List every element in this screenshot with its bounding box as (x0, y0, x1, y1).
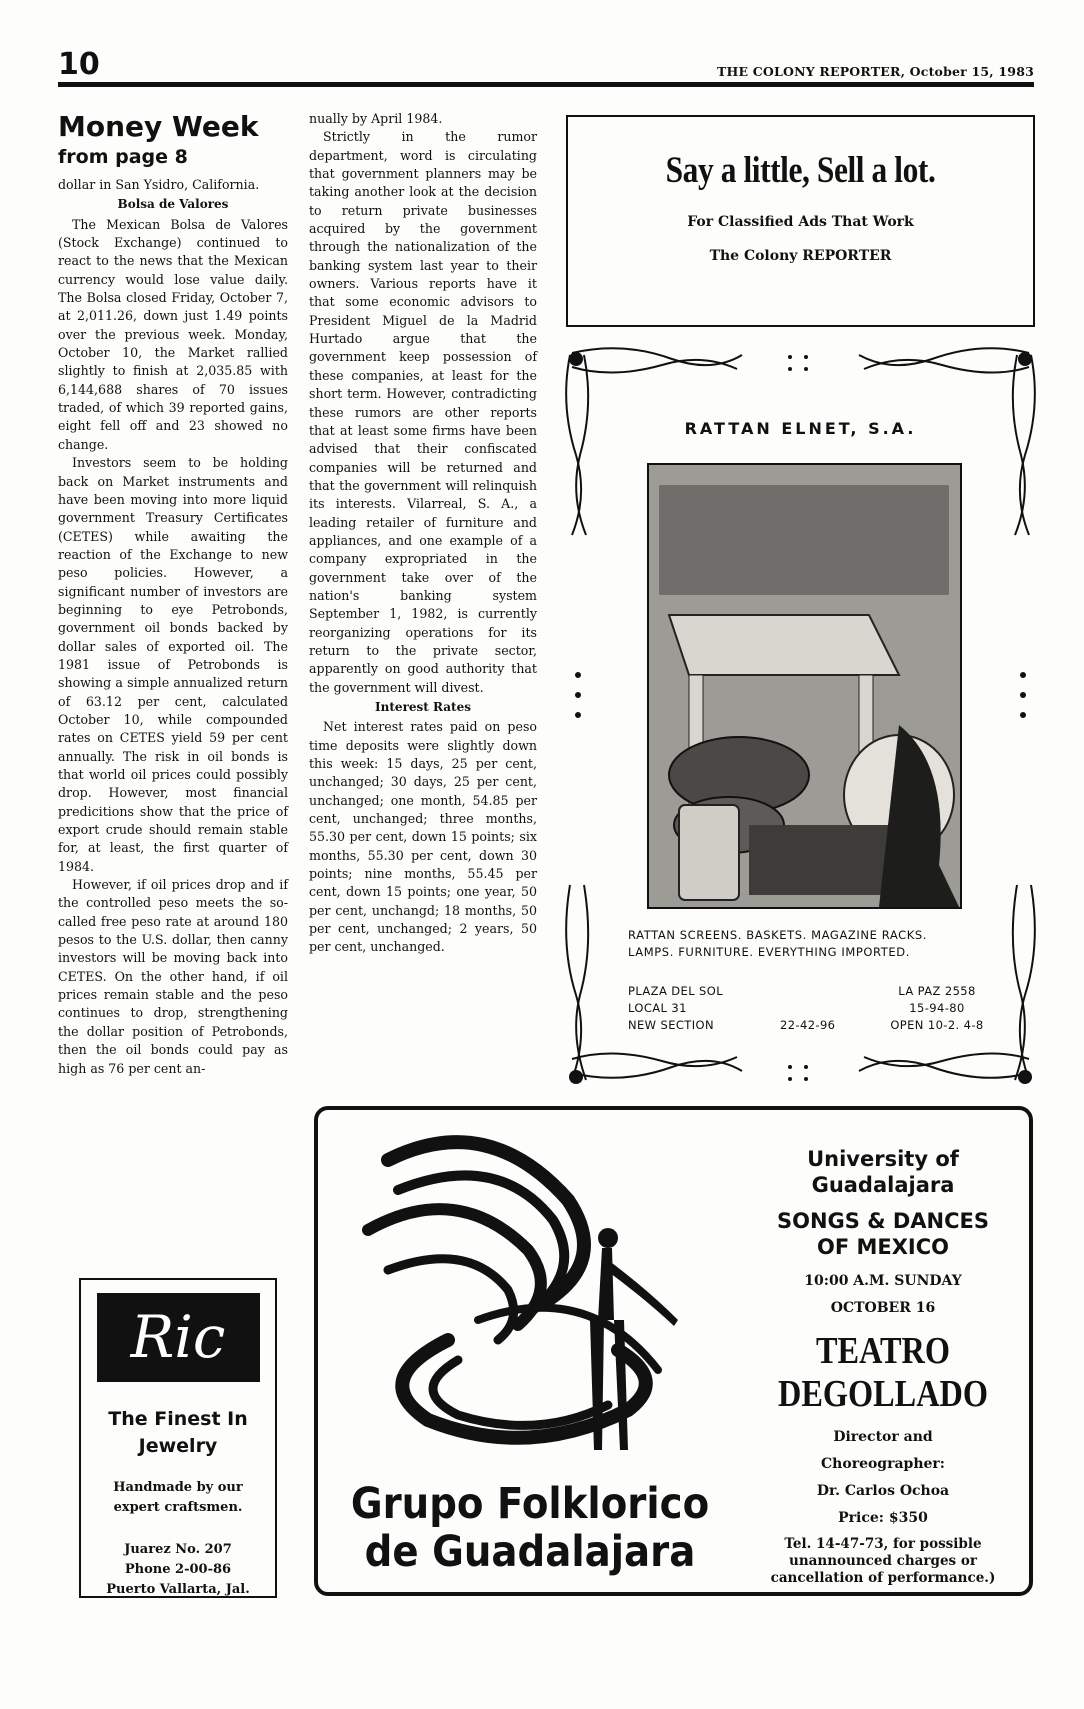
furniture-illustration (649, 465, 960, 907)
dancer-illustration (328, 1120, 738, 1490)
address-right (882, 983, 992, 1034)
rattan-ad (562, 345, 1039, 1091)
show-time (738, 1268, 1028, 1322)
ric-tagline (81, 1406, 275, 1460)
ric-logo: Ric (97, 1293, 260, 1382)
furniture-photo (647, 463, 962, 909)
director-info (738, 1424, 1028, 1532)
article-paragraph: Investors seem to be holding back on Market instruments and have been moving into more liquid government Treasury Certificates (CETES) while awaiting the reaction of the Exchange to new peso policies. However, a significant number of investors are beginning to eye Petrobonds, government oil bonds backed by dollar sales of exported oil. The 1981 issue of Petrobonds is showing a simple annualized return of 63.12 per cent, calculated October 10, while compounded rates on CETES yield 59 per cent annually. The risk in oil bonds is that world oil prices could possibly drop. However, most financial predicitions show that the price of export crude should remain stable for, at least, the first quarter of 1984. (58, 455, 288, 874)
ric-jewelry-ad (79, 1278, 277, 1598)
ric-description (81, 1478, 275, 1518)
article-column-1 (58, 110, 288, 1078)
university-name (738, 1146, 1028, 1198)
article-paragraph: The Mexican Bolsa de Valores (Stock Exchange) continued to react to the news that the Mexican currency would lose value daily. The Bolsa closed Friday, October 7, at 2,011.26, down just 1.49 points over the previous week. Monday, October 10, the Market rallied slightly to finish at 2,035.85 with 6,144,688 shares of 70 issues traded, of which 39 reported gains, eight fell off and 23 showed no change. (58, 216, 288, 452)
article-headline: Money Week (58, 110, 259, 143)
header-rule (58, 82, 1034, 87)
ric-contact-line: Phone 2-00-86 (124, 1562, 232, 1577)
article-paragraph: However, if oil prices drop and if the controlled peso meets the so-called free peso rate at around 180 pesos to the U.S. dollar, then canny investors will be moving back into CETES. On the other hand, if oil prices remain stable and the peso continues to drop, strengthening the dollar position of Petrobonds, then the oil bonds could pay as high as 76 per cent an- (58, 877, 288, 1076)
folklorico-ad (314, 1106, 1033, 1596)
ric-tagline-line: Jewelry (138, 1435, 218, 1457)
article-paragraph: Net interest rates paid on peso time deposits were slightly down this week: 15 days, 25 per cent, unchanged; 30 days, 25 per cent, unchanged; one month, 54.85 per cent, unchanged; three months, 55.30 per cent, down 15 points; six months, 55.30 per cent, down 30 points; nine months, 55.45 per cent, down 15 points; one year, 50 per cent, unchangd; 18 months, 50 per cent, unchanged; 2 years, 50 per cent, unchanged. (309, 719, 537, 955)
classified-ad-tagline: For Classified Ads That Work (687, 214, 914, 230)
show-date-line: OCTOBER 16 (830, 1300, 936, 1316)
ric-contact (81, 1540, 275, 1600)
show-title (738, 1208, 1028, 1260)
running-head: THE COLONY REPORTER, October 15, 1983 (716, 64, 1034, 79)
ticket-price: Price: $350 (838, 1510, 928, 1526)
caption-line: RATTAN SCREENS. BASKETS. MAGAZINE RACKS. (628, 928, 928, 942)
university-line: Guadalajara (811, 1173, 955, 1197)
classified-ad-box (566, 115, 1035, 327)
group-name (350, 1480, 710, 1576)
article-subhead: from page 8 (58, 146, 188, 168)
address-line: PLAZA DEL SOL (628, 984, 724, 998)
director-line: Dr. Carlos Ochoa (816, 1483, 950, 1499)
group-name-line: de Guadalajara (364, 1527, 696, 1577)
classified-ad-slogan: Say a little, Sell a lot. (665, 150, 936, 191)
event-details (738, 1146, 1028, 1587)
article-paragraph: Strictly in the rumor department, word is circulating that government planners may be taking another look at the decision to return private businesses acquired by the government through the nationalization of the banking system last year to their owners. Various reports have it that some economic advisors to President Miguel de la Madrid Hurtado argue that the government keep possession of these companies, at least for the short term. However, contradicting these rumors are other reports that at least some firms have been advised that their confiscated companies will be returned and that the government will relinquish its interests. Vilarreal, S. A., a leading retailer of furniture and appliances, and one example of a company expropriated in the government take over of the nation's banking system September 1, 1982, is currently reorganizing operations for its return to the private sector, apparently on good authority that the government will divest. (309, 129, 537, 695)
phone-note-line: Tel. 14-47-73, for possible (784, 1536, 982, 1552)
address-left (628, 983, 723, 1034)
caption-line: LAMPS. FURNITURE. EVERYTHING IMPORTED. (628, 945, 910, 959)
article-paragraph: nually by April 1984. (309, 111, 443, 126)
ric-description-line: expert craftsmen. (113, 1500, 243, 1515)
show-time-line: 10:00 A.M. SUNDAY (804, 1273, 962, 1289)
venue-line: DEGOLLADO (777, 1373, 988, 1415)
article-column-2 (309, 110, 537, 957)
venue-name (760, 1330, 1007, 1416)
venue-line: TEATRO (815, 1330, 951, 1372)
rattan-brand-name: RATTAN ELNET, S.A. (684, 419, 917, 438)
address-line: LOCAL 31 (628, 1001, 687, 1015)
phone-middle: 22-42-96 (780, 1018, 836, 1032)
phone-note-line: unannounced charges or (789, 1553, 977, 1569)
rattan-caption (628, 927, 927, 961)
address-line: OPEN 10-2. 4-8 (890, 1018, 984, 1032)
address-line: 15-94-80 (909, 1001, 965, 1015)
section-subhead: Bolsa de Valores (117, 197, 229, 212)
director-line: Director and (833, 1429, 933, 1445)
section-subhead: Interest Rates (375, 700, 471, 714)
ric-description-line: Handmade by our (113, 1480, 243, 1495)
ric-tagline-line: The Finest In (108, 1408, 248, 1430)
address-line: LA PAZ 2558 (898, 984, 976, 998)
director-line: Choreographer: (821, 1456, 945, 1472)
ric-contact-line: Puerto Vallarta, Jal. (106, 1582, 250, 1597)
group-name-line: Grupo Folklorico (350, 1479, 710, 1529)
show-title-line: SONGS & DANCES (777, 1209, 989, 1233)
phone-note (738, 1536, 1028, 1587)
phone-note-line: cancellation of performance.) (770, 1570, 996, 1586)
classified-ad-publisher: The Colony REPORTER (709, 248, 892, 264)
article-paragraph: dollar in San Ysidro, California. (58, 177, 260, 192)
ric-contact-line: Juarez No. 207 (124, 1542, 232, 1557)
university-line: University of (807, 1147, 959, 1171)
page-number: 10 (58, 47, 100, 82)
show-title-line: OF MEXICO (816, 1235, 950, 1259)
address-line: NEW SECTION (628, 1018, 714, 1032)
